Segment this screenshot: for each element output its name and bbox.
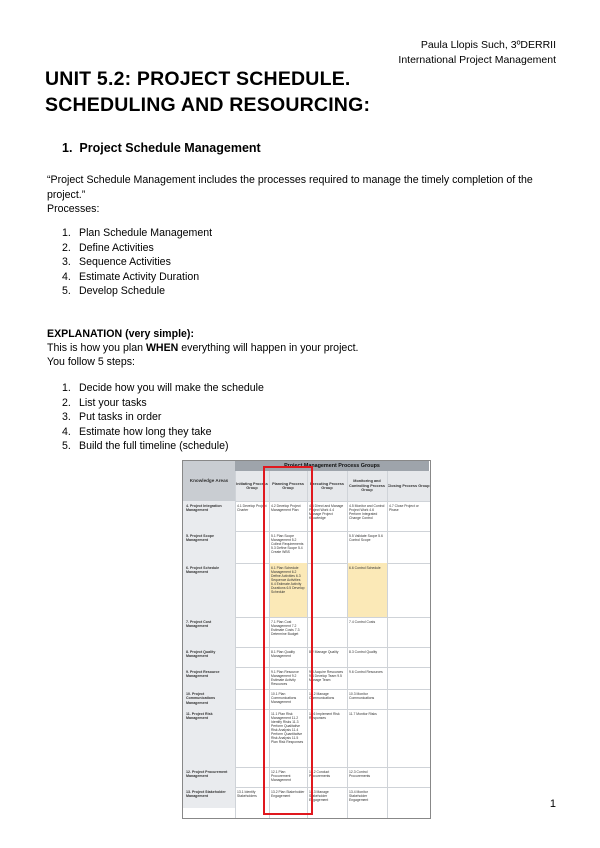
section-heading [62, 141, 261, 155]
process-cell [307, 531, 347, 563]
process-cell: 6.1 Plan Schedule Management 6.2 Define Activities 6.3 Sequence Activities 6.4 Estimate Activity Durations 6.5 Develop Schedule [269, 563, 307, 617]
process-cell: 13.2 Plan Stakeholder Engagement [271, 790, 305, 798]
processes-list [62, 226, 212, 299]
knowledge-area-label: 8. Project Quality Management [183, 647, 235, 667]
title-line-1: UNIT 5.2: PROJECT SCHEDULE. [45, 68, 351, 90]
list-item-text: Develop Schedule [79, 285, 165, 297]
section-title: Project Schedule Management [79, 141, 261, 155]
knowledge-areas-header: Knowledge Areas [183, 461, 235, 501]
list-number: 5. [62, 285, 71, 297]
process-cell: 8.1 Plan Quality Management [271, 650, 295, 658]
processes-label: Processes: [47, 203, 100, 215]
process-cell: 11.7 Monitor Risks [349, 712, 377, 716]
process-group-header: Executing Process Group [307, 471, 347, 501]
section-number: 1. [62, 141, 73, 155]
knowledge-area-label: 6. Project Schedule Management [183, 563, 235, 617]
knowledge-area-label: 13. Project Stakeholder Management [183, 787, 235, 808]
list-number: 2. [62, 241, 71, 254]
list-item-text: Decide how you will make the schedule [79, 382, 264, 394]
author-name: Paula Llopis Such, 3ºDERRII [420, 39, 556, 51]
column-divider [387, 471, 388, 818]
list-number: 1. [62, 382, 71, 394]
process-cell: 13.1 Identify Stakeholders [237, 790, 257, 798]
process-cell: 4.5 Monitor and Control Project Work 4.6 Perform Integrated Change Control [349, 504, 385, 520]
process-cell: 5.1 Plan Scope Management 5.2 Collect Requirements 5.3 Define Scope 5.4 Create WBS [271, 534, 304, 554]
step-item-5 [62, 439, 264, 454]
process-item-4 [62, 270, 212, 285]
process-cell: 4.1 Develop Project Charter [237, 504, 267, 512]
page-number: 1 [549, 798, 556, 810]
process-group-header: Monitoring and Controlling Process Group [347, 471, 387, 501]
process-cell [307, 617, 347, 647]
list-item-text: Estimate Activity Duration [79, 270, 200, 283]
process-cell: 4.3 Direct and Manage Project Work 4.4 Manage Project Knowledge [309, 504, 344, 520]
process-cell: 12.2 Conduct Procurements [309, 770, 331, 778]
knowledge-area-label: 10. Project Communications Management [183, 689, 235, 709]
step-item-4 [62, 425, 264, 440]
process-cell [387, 563, 430, 617]
process-item-1 [62, 226, 212, 241]
list-item-text: Sequence Activities [79, 256, 171, 268]
step-item-2 [62, 396, 264, 411]
quote-line-2: project.” [47, 188, 86, 201]
step-item-3 [62, 410, 264, 425]
list-number: 4. [62, 270, 71, 283]
list-number: 4. [62, 425, 71, 438]
knowledge-area-label: 7. Project Cost Management [183, 617, 235, 647]
process-cell [387, 709, 430, 767]
process-cell: 10.3 Monitor Communications [349, 692, 375, 700]
column-divider [347, 471, 348, 818]
list-item-text: Build the full timeline (schedule) [79, 440, 229, 452]
knowledge-area-label: 4. Project Integration Management [183, 501, 235, 531]
process-item-5 [62, 284, 212, 299]
process-cell: 4.2 Develop Project Management Plan [271, 504, 301, 512]
planning-column-highlight [263, 466, 313, 815]
process-cell [387, 787, 430, 808]
process-cell: 12.3 Control Procurements [349, 770, 371, 778]
header [398, 38, 556, 68]
quote-line-1: “Project Schedule Management includes the processes required to manage the timely completion of the [47, 174, 533, 186]
list-item-text: Define Activities [79, 241, 154, 254]
process-cell: 9.3 Acquire Resources 9.4 Develop Team 9.5 Manage Team [309, 670, 344, 682]
process-cell: 9.1 Plan Resource Management 9.2 Estimate Activity Resources [271, 670, 299, 686]
steps-intro: You follow 5 steps: [47, 356, 135, 368]
intro-text-bold: WHEN [145, 342, 179, 354]
process-cell: 13.4 Monitor Stakeholder Engagement [349, 790, 369, 802]
process-cell: 10.1 Plan Communications Management [271, 692, 297, 704]
process-cell [387, 689, 430, 709]
knowledge-area-label: 5. Project Scope Management [183, 531, 235, 563]
explanation-heading: EXPLANATION (very simple): [47, 328, 194, 340]
process-cell [307, 563, 347, 617]
list-number: 1. [62, 227, 71, 239]
process-cell: 11.6 Implement Risk Responses [309, 712, 340, 720]
process-item-2 [62, 241, 212, 256]
process-cell: 6.6 Control Schedule [347, 563, 387, 617]
course-name: International Project Management [398, 54, 556, 66]
knowledge-area-label: 11. Project Risk Management [183, 709, 235, 767]
process-cell: 8.3 Control Quality [349, 650, 378, 654]
intro-text-start: This is how you plan [47, 342, 146, 354]
list-item-text: Plan Schedule Management [79, 227, 213, 239]
intro-text-end: everything will happen in your project. [178, 342, 359, 354]
process-cell: 8.2 Manage Quality [309, 650, 339, 654]
process-cell [387, 617, 430, 647]
process-cell [387, 647, 430, 667]
process-cell: 10.2 Manage Communications [309, 692, 335, 700]
figure-group-title: Project Management Process Groups [235, 461, 429, 471]
process-cell: 9.6 Control Resources [349, 670, 383, 674]
process-cell [387, 667, 430, 689]
process-cell: 7.1 Plan Cost Management 7.2 Estimate Costs 7.3 Determine Budget [271, 620, 300, 636]
process-cell: 12.1 Plan Procurement Management [271, 770, 291, 782]
knowledge-area-label: 9. Project Resource Management [183, 667, 235, 689]
steps-list [62, 381, 264, 454]
title-line-2: SCHEDULING AND RESOURCING: [45, 94, 371, 116]
process-cell: 7.4 Control Costs [349, 620, 376, 624]
list-item-text: List your tasks [79, 396, 147, 409]
list-item-text: Estimate how long they take [79, 425, 212, 438]
process-group-header: Closing Process Group [387, 471, 430, 501]
process-cell: 13.3 Manage Stakeholder Engagement [309, 790, 329, 802]
explanation-intro [47, 341, 359, 356]
definition-quote [47, 173, 562, 202]
knowledge-area-label: 12. Project Procurement Management [183, 767, 235, 787]
process-cell [387, 531, 430, 563]
list-number: 5. [62, 440, 71, 452]
column-divider [235, 471, 236, 818]
process-group-header: Planning Process Group [269, 471, 307, 501]
process-cell: 11.1 Plan Risk Management 11.2 Identify Risks 11.3 Perform Qualitative Risk Analysis 11.4 Perform Quantitative Risk Analysis 11.5 Plan Risk Responses [271, 712, 304, 744]
list-number: 2. [62, 396, 71, 409]
list-number: 3. [62, 256, 71, 268]
process-cell: 4.7 Close Project or Phase [389, 504, 419, 512]
process-item-3 [62, 255, 212, 270]
process-cell: 5.5 Validate Scope 5.6 Control Scope [349, 534, 383, 542]
list-number: 3. [62, 411, 71, 423]
list-item-text: Put tasks in order [79, 411, 162, 423]
process-group-header: Initiating Process Group [235, 471, 269, 501]
process-cell [387, 767, 430, 787]
page-title [45, 66, 370, 118]
step-item-1 [62, 381, 264, 396]
